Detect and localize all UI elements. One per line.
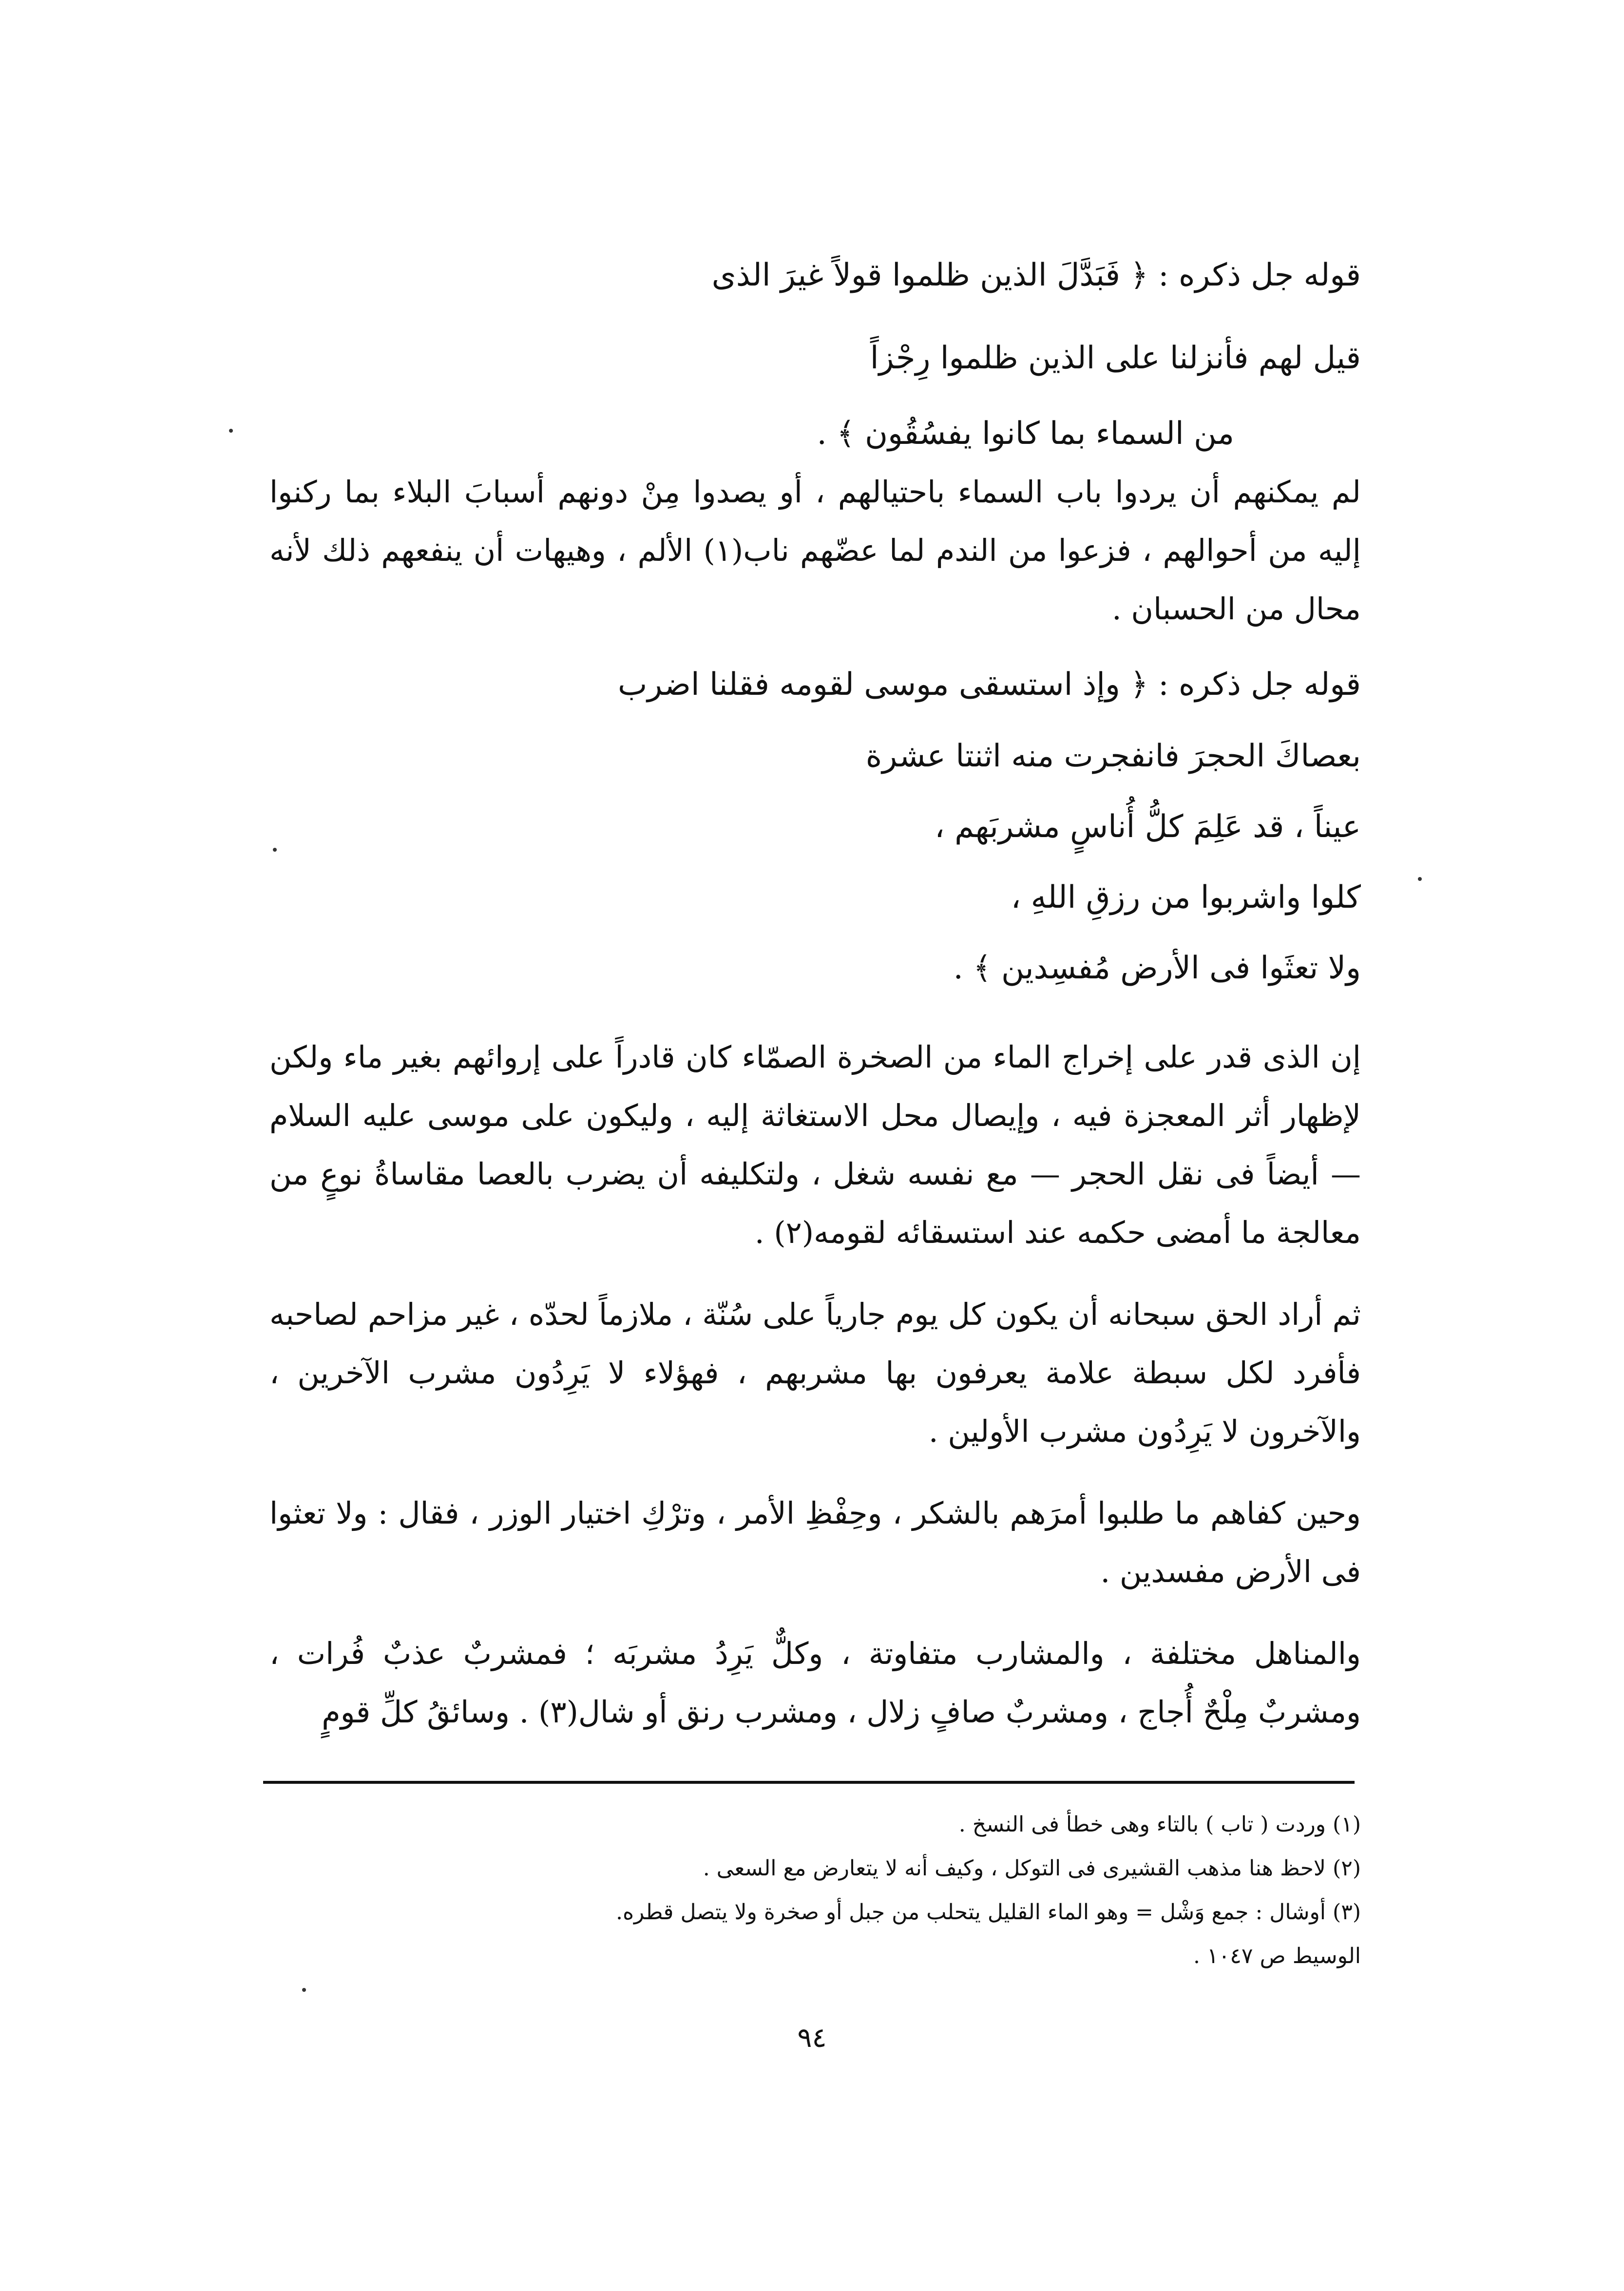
- paragraph-text: وحين كفاهم ما طلبوا أمرَهم بالشكر ، وحِفْظِ الأمر ، وترْكِ اختيار الوزر ، فقال : ولا تعثوا فى الأرض مفسدين .: [269, 1495, 1361, 1589]
- scan-speck: [1418, 877, 1422, 881]
- verse-block-1: [269, 229, 1361, 473]
- page-number: ٩٤: [797, 2022, 827, 2054]
- paragraph-text: والمناهل مختلفة ، والمشارب متفاوتة ، وكلٌّ يَرِدُ مشربَه ؛ فمشربٌ عذبٌ فُرات ، ومشربٌ مِلْحٌ أُجاج ، ومشربٌ صافٍ زلال ، ومشرب رنق أو شال(٣) . وسائقُ كلِّ قومٍ: [269, 1636, 1361, 1730]
- verse-line: [269, 648, 1361, 721]
- scan-speck: [229, 429, 233, 433]
- commentary-paragraph-1: [269, 463, 1361, 662]
- verse-line: من السماء بما كانوا يفسُقُون ﴾ .: [817, 416, 1234, 452]
- commentary-body: [269, 1028, 1361, 1765]
- scan-speck: [273, 848, 277, 852]
- paragraph-text: لم يمكنهم أن يردوا باب السماء باحتيالهم ، أو يصدوا مِنْ دونهم أسبابَ البلاء بما ركنوا إليه من أحوالهم ، فزعوا من الندم لما عضّهم ناب(١) الألم ، وهيهات أن ينفعهم ذلك لأنه محال من الحسبان .: [269, 474, 1361, 627]
- footnote-3-source: الوسيط ص ١٠٤٧ .: [1193, 1944, 1361, 1968]
- paragraph-text: ثم أراد الحق سبحانه أن يكون كل يوم جارياً على سُنّة ، ملازماً لحدّه ، غير مزاحم لصاحبه فأفرد لكل سبطة علامة يعرفون بها مشربهم ، فهؤلاء لا يَرِدُون مشرب الآخرين ، والآخرون لا يَرِدُون مشرب الأولين .: [269, 1297, 1361, 1449]
- verse-line: عيناً ، قد عَلِمَ كلُّ أُناسٍ مشربَهم ،: [935, 809, 1361, 845]
- footnote-3: (٣) أوشال : جمع وَشْل = وهو الماء القليل يتحلب من جبل أو صخرة ولا يتصل قطره.: [616, 1900, 1361, 1925]
- verse-line: بعصاكَ الحجرَ فانفجرت منه اثنتا عشرة: [865, 738, 1361, 774]
- verse-text: ﴿ فَبَدَّلَ الذين ظلموا قولاً غيرَ الذى: [711, 257, 1148, 293]
- footnote-separator: [263, 1781, 1355, 1784]
- footnote-1: (١) وردت ( تاب ) بالتاء وهى خطأ فى النسخ .: [958, 1812, 1361, 1837]
- verse-block-2: [269, 648, 1361, 1004]
- verse-intro: قوله جل ذكره :: [1158, 667, 1361, 703]
- verse-line: كلوا واشربوا من رزقِ اللهِ ،: [1011, 879, 1361, 916]
- scan-speck: [302, 1988, 306, 1992]
- footnote-2: (٢) لاحظ هنا مذهب القشيرى فى التوكل ، وكيف أنه لا يتعارض مع السعى .: [703, 1856, 1361, 1881]
- verse-text: ﴿ وإذ استسقى موسى لقومه فقلنا اضرب: [617, 667, 1148, 703]
- verse-line: ولا تعثَوا فى الأرض مُفسِدين ﴾ .: [953, 950, 1361, 986]
- verse-line: قيل لهم فأنزلنا على الذين ظلموا رِجْزاً: [870, 340, 1361, 376]
- verse-line: [269, 229, 1361, 322]
- footnotes: [269, 1803, 1361, 1978]
- paragraph-text: إن الذى قدر على إخراج الماء من الصخرة الصمّاء كان قادراً على إروائهم بغير ماء ولكن لإظهار أثر المعجزة فيه ، وإيصال محل الاستغاثة إليه ، وليكون على موسى عليه السلام — أيضاً فى نقل الحجر — مع نفسه شغل ، ولتكليفه أن يضرب بالعصا مقاساةُ نوعٍ من معالجة ما أمضى حكمه عند استسقائه لقومه(٢) .: [269, 1039, 1361, 1250]
- verse-intro: قوله جل ذكره :: [1158, 257, 1361, 293]
